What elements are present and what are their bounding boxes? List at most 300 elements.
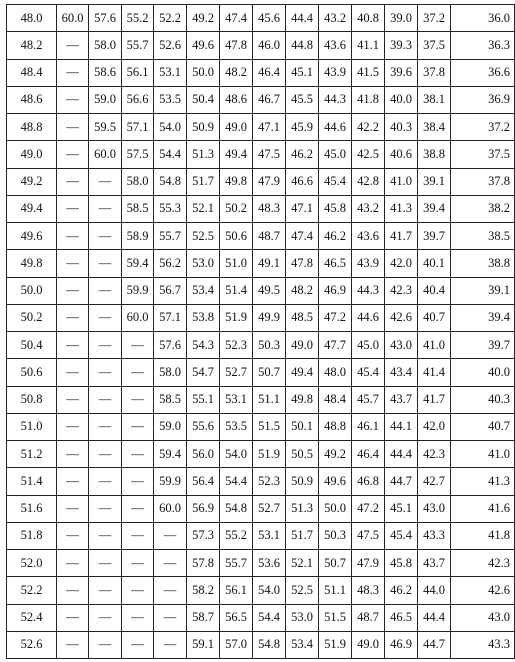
table-row: [7, 304, 515, 331]
table-cell: 51.5: [319, 604, 352, 631]
row-key-cell: 51.4: [7, 468, 57, 495]
table-row: [7, 250, 515, 277]
table-row: [7, 332, 515, 359]
table-cell: 45.7: [352, 386, 385, 413]
table-cell: —: [154, 550, 187, 577]
table-cell: 46.6: [286, 168, 319, 195]
table-cell: 53.4: [187, 277, 220, 304]
table-cell: 42.7: [418, 468, 451, 495]
table-cell: 40.8: [352, 5, 385, 32]
table-cell: —: [57, 604, 89, 631]
table-cell: 42.8: [352, 168, 385, 195]
table-cell: 56.2: [154, 250, 187, 277]
table-cell: 47.5: [352, 522, 385, 549]
table-cell: —: [122, 359, 154, 386]
table-cell: 58.0: [122, 168, 154, 195]
table-cell: 45.8: [319, 195, 352, 222]
table-cell: —: [122, 468, 154, 495]
table-cell: 51.7: [286, 522, 319, 549]
table-cell: 37.8: [418, 59, 451, 86]
table-cell: 47.7: [319, 332, 352, 359]
table-cell: 58.5: [154, 386, 187, 413]
table-cell: 40.7: [451, 413, 515, 440]
table-cell: 55.7: [220, 550, 253, 577]
table-cell: 53.1: [154, 59, 187, 86]
table-row: [7, 59, 515, 86]
table-cell: 43.4: [385, 359, 418, 386]
table-row: [7, 114, 515, 141]
table-cell: 41.7: [418, 386, 451, 413]
row-key-cell: 52.0: [7, 550, 57, 577]
table-row: [7, 359, 515, 386]
table-cell: 56.5: [220, 604, 253, 631]
table-cell: 52.7: [220, 359, 253, 386]
table-cell: 54.7: [187, 359, 220, 386]
table-cell: 46.2: [319, 223, 352, 250]
table-row: [7, 495, 515, 522]
table-cell: 49.2: [319, 441, 352, 468]
table-cell: 53.0: [286, 604, 319, 631]
table-cell: 45.1: [385, 495, 418, 522]
table-cell: 58.5: [122, 195, 154, 222]
table-cell: —: [57, 359, 89, 386]
table-cell: 50.6: [220, 223, 253, 250]
table-cell: 50.3: [319, 522, 352, 549]
table-cell: —: [89, 413, 122, 440]
table-cell: 50.9: [286, 468, 319, 495]
table-cell: 41.3: [385, 195, 418, 222]
table-cell: 46.4: [352, 441, 385, 468]
row-key-cell: 50.2: [7, 304, 57, 331]
table-cell: 58.7: [187, 604, 220, 631]
table-cell: 53.1: [220, 386, 253, 413]
table-cell: 40.6: [385, 141, 418, 168]
table-cell: 52.5: [187, 223, 220, 250]
table-cell: 52.3: [253, 468, 286, 495]
table-cell: —: [89, 441, 122, 468]
table-cell: 54.0: [220, 441, 253, 468]
table-cell: 41.1: [352, 32, 385, 59]
table-cell: 48.3: [253, 195, 286, 222]
table-cell: —: [57, 468, 89, 495]
table-cell: 47.9: [253, 168, 286, 195]
table-row: [7, 141, 515, 168]
table-cell: 36.3: [451, 32, 515, 59]
table-cell: 50.7: [319, 550, 352, 577]
table-cell: 44.4: [418, 604, 451, 631]
table-cell: 44.4: [385, 441, 418, 468]
table-cell: 50.7: [253, 359, 286, 386]
table-cell: 37.5: [451, 141, 515, 168]
table-cell: 43.2: [352, 195, 385, 222]
table-cell: 43.0: [385, 332, 418, 359]
table-cell: 41.5: [352, 59, 385, 86]
table-cell: 56.1: [122, 59, 154, 86]
table-cell: 60.0: [154, 495, 187, 522]
table-cell: 50.9: [187, 114, 220, 141]
table-cell: —: [57, 277, 89, 304]
table-cell: —: [57, 413, 89, 440]
table-cell: 43.9: [352, 250, 385, 277]
table-cell: 49.0: [352, 631, 385, 658]
table-body: [7, 5, 515, 659]
row-key-cell: 48.6: [7, 86, 57, 113]
table-cell: 58.6: [89, 59, 122, 86]
table-cell: 37.5: [418, 32, 451, 59]
table-cell: 56.4: [187, 468, 220, 495]
table-cell: 57.1: [122, 114, 154, 141]
table-cell: 40.1: [418, 250, 451, 277]
table-cell: 51.5: [253, 413, 286, 440]
table-cell: 45.4: [319, 168, 352, 195]
table-cell: 47.5: [253, 141, 286, 168]
table-cell: 48.2: [286, 277, 319, 304]
table-row: [7, 522, 515, 549]
table-cell: 44.3: [319, 86, 352, 113]
table-cell: —: [89, 522, 122, 549]
table-cell: —: [122, 495, 154, 522]
row-key-cell: 50.8: [7, 386, 57, 413]
table-cell: —: [57, 441, 89, 468]
table-cell: 53.8: [187, 304, 220, 331]
table-cell: 53.0: [187, 250, 220, 277]
table-cell: 39.7: [451, 332, 515, 359]
table-cell: 51.7: [187, 168, 220, 195]
table-cell: —: [57, 495, 89, 522]
table-cell: 36.9: [451, 86, 515, 113]
table-cell: —: [154, 604, 187, 631]
row-key-cell: 52.2: [7, 577, 57, 604]
table-cell: —: [154, 631, 187, 658]
table-cell: 43.6: [319, 32, 352, 59]
table-cell: —: [57, 386, 89, 413]
table-cell: 54.4: [154, 141, 187, 168]
table-cell: —: [154, 522, 187, 549]
table-cell: 55.2: [122, 5, 154, 32]
table-cell: 38.1: [418, 86, 451, 113]
table-cell: 41.3: [451, 468, 515, 495]
table-cell: —: [57, 631, 89, 658]
table-cell: —: [89, 631, 122, 658]
table-cell: 46.2: [286, 141, 319, 168]
table-cell: 60.0: [89, 141, 122, 168]
table-cell: 49.9: [253, 304, 286, 331]
table-cell: 41.0: [451, 441, 515, 468]
table-cell: 42.0: [418, 413, 451, 440]
table-cell: 47.2: [319, 304, 352, 331]
table-row: [7, 631, 515, 658]
table-cell: 44.3: [352, 277, 385, 304]
table-cell: 51.0: [220, 250, 253, 277]
row-key-cell: 51.8: [7, 522, 57, 549]
table-cell: 47.8: [286, 250, 319, 277]
table-cell: 38.2: [451, 195, 515, 222]
table-cell: 48.4: [319, 386, 352, 413]
table-cell: 51.4: [220, 277, 253, 304]
table-cell: 42.3: [451, 550, 515, 577]
table-cell: 50.0: [187, 59, 220, 86]
table-cell: 51.9: [220, 304, 253, 331]
table-cell: 50.1: [286, 413, 319, 440]
table-cell: 50.0: [319, 495, 352, 522]
table-cell: 42.5: [352, 141, 385, 168]
table-cell: 46.5: [385, 604, 418, 631]
table-cell: —: [57, 250, 89, 277]
table-cell: 52.7: [253, 495, 286, 522]
table-cell: 54.8: [220, 495, 253, 522]
table-cell: 54.0: [154, 114, 187, 141]
table-cell: 37.8: [451, 168, 515, 195]
table-cell: 55.2: [220, 522, 253, 549]
table-cell: 56.9: [187, 495, 220, 522]
table-cell: 53.6: [253, 550, 286, 577]
row-key-cell: 51.6: [7, 495, 57, 522]
table-cell: 57.5: [122, 141, 154, 168]
table-cell: 52.2: [154, 5, 187, 32]
table-cell: 43.9: [319, 59, 352, 86]
table-cell: 45.4: [352, 359, 385, 386]
table-row: [7, 195, 515, 222]
table-cell: —: [57, 522, 89, 549]
row-key-cell: 48.4: [7, 59, 57, 86]
table-cell: 57.1: [154, 304, 187, 331]
table-cell: 46.4: [253, 59, 286, 86]
table-cell: —: [89, 359, 122, 386]
table-cell: 45.6: [253, 5, 286, 32]
table-cell: —: [89, 304, 122, 331]
table-cell: 47.8: [220, 32, 253, 59]
table-cell: 46.7: [253, 86, 286, 113]
table-cell: —: [57, 168, 89, 195]
table-cell: —: [89, 250, 122, 277]
table-cell: 51.1: [253, 386, 286, 413]
table-cell: —: [122, 386, 154, 413]
row-key-cell: 49.6: [7, 223, 57, 250]
row-key-cell: 49.0: [7, 141, 57, 168]
table-cell: 36.0: [451, 5, 515, 32]
table-cell: 55.1: [187, 386, 220, 413]
table-row: [7, 168, 515, 195]
table-cell: 38.8: [418, 141, 451, 168]
table-cell: —: [57, 114, 89, 141]
table-cell: —: [57, 59, 89, 86]
table-cell: —: [57, 332, 89, 359]
table-cell: 52.5: [286, 577, 319, 604]
table-cell: 45.0: [352, 332, 385, 359]
table-cell: 55.7: [154, 223, 187, 250]
table-cell: 45.5: [286, 86, 319, 113]
table-cell: 48.0: [319, 359, 352, 386]
table-cell: 40.4: [418, 277, 451, 304]
table-cell: 46.9: [385, 631, 418, 658]
table-cell: 57.0: [220, 631, 253, 658]
table-cell: —: [89, 332, 122, 359]
table-row: [7, 32, 515, 59]
table-cell: 42.2: [352, 114, 385, 141]
table-cell: 49.8: [220, 168, 253, 195]
table-cell: —: [89, 495, 122, 522]
table-cell: 59.4: [154, 441, 187, 468]
table-cell: 40.3: [385, 114, 418, 141]
table-cell: 47.4: [286, 223, 319, 250]
table-cell: 49.6: [187, 32, 220, 59]
table-cell: 41.8: [451, 522, 515, 549]
table-row: [7, 223, 515, 250]
table-cell: 53.4: [286, 631, 319, 658]
table-cell: 53.5: [220, 413, 253, 440]
table-cell: —: [57, 550, 89, 577]
table-cell: —: [89, 550, 122, 577]
table-cell: —: [154, 577, 187, 604]
table-cell: 43.0: [451, 604, 515, 631]
table-cell: 50.4: [187, 86, 220, 113]
table-cell: 44.8: [286, 32, 319, 59]
table-cell: 41.7: [385, 223, 418, 250]
table-cell: 60.0: [57, 5, 89, 32]
table-cell: 42.3: [385, 277, 418, 304]
table-cell: 39.4: [451, 304, 515, 331]
table-cell: 49.0: [286, 332, 319, 359]
table-cell: 37.2: [418, 5, 451, 32]
table-cell: 45.1: [286, 59, 319, 86]
table-cell: 47.2: [352, 495, 385, 522]
table-cell: —: [122, 413, 154, 440]
table-cell: —: [89, 468, 122, 495]
table-cell: 44.0: [418, 577, 451, 604]
table-cell: 43.7: [418, 550, 451, 577]
row-key-cell: 49.2: [7, 168, 57, 195]
table-cell: 57.6: [89, 5, 122, 32]
table-cell: —: [57, 141, 89, 168]
table-cell: 39.0: [385, 5, 418, 32]
table-cell: 56.7: [154, 277, 187, 304]
table-cell: 55.6: [187, 413, 220, 440]
table-cell: —: [89, 577, 122, 604]
table-cell: 53.1: [253, 522, 286, 549]
table-cell: 45.4: [385, 522, 418, 549]
table-cell: 44.7: [418, 631, 451, 658]
table-cell: 59.1: [187, 631, 220, 658]
table-cell: 58.2: [187, 577, 220, 604]
table-cell: 51.1: [319, 577, 352, 604]
table-cell: 55.3: [154, 195, 187, 222]
table-cell: 48.7: [352, 604, 385, 631]
row-key-cell: 51.0: [7, 413, 57, 440]
table-cell: 41.0: [418, 332, 451, 359]
table-cell: 47.1: [253, 114, 286, 141]
table-cell: 52.3: [220, 332, 253, 359]
table-cell: 49.4: [286, 359, 319, 386]
table-cell: —: [89, 277, 122, 304]
table-row: [7, 441, 515, 468]
table-cell: 51.9: [253, 441, 286, 468]
table-cell: —: [122, 631, 154, 658]
table-cell: —: [122, 604, 154, 631]
table-cell: 52.1: [286, 550, 319, 577]
table-cell: 49.1: [253, 250, 286, 277]
table-cell: 41.0: [385, 168, 418, 195]
table-cell: 46.5: [319, 250, 352, 277]
table-cell: —: [89, 386, 122, 413]
table-cell: —: [57, 86, 89, 113]
table-cell: 59.0: [154, 413, 187, 440]
table-cell: 43.0: [418, 495, 451, 522]
row-key-cell: 48.0: [7, 5, 57, 32]
table-cell: 56.6: [122, 86, 154, 113]
table-cell: 55.7: [122, 32, 154, 59]
table-cell: 44.1: [385, 413, 418, 440]
table-row: [7, 604, 515, 631]
table-cell: —: [89, 168, 122, 195]
table-cell: 40.0: [385, 86, 418, 113]
table-cell: 57.3: [187, 522, 220, 549]
table-cell: 39.4: [418, 195, 451, 222]
table-cell: 42.6: [451, 577, 515, 604]
row-key-cell: 50.6: [7, 359, 57, 386]
table-cell: 44.6: [319, 114, 352, 141]
table-cell: 43.3: [451, 631, 515, 658]
table-cell: 51.3: [187, 141, 220, 168]
table-cell: 41.6: [451, 495, 515, 522]
table-cell: 44.6: [352, 304, 385, 331]
table-cell: 46.0: [253, 32, 286, 59]
table-cell: 38.8: [451, 250, 515, 277]
table-cell: 42.6: [385, 304, 418, 331]
table-cell: 51.3: [286, 495, 319, 522]
table-cell: 54.0: [253, 577, 286, 604]
table-row: [7, 550, 515, 577]
row-key-cell: 49.4: [7, 195, 57, 222]
table-cell: 41.4: [418, 359, 451, 386]
table-cell: 43.3: [418, 522, 451, 549]
table-cell: 56.0: [187, 441, 220, 468]
table-cell: —: [57, 32, 89, 59]
table-cell: 49.0: [220, 114, 253, 141]
table-cell: 47.1: [286, 195, 319, 222]
table-cell: 43.7: [385, 386, 418, 413]
table-cell: 51.9: [319, 631, 352, 658]
table-cell: 46.8: [352, 468, 385, 495]
table-cell: 39.1: [451, 277, 515, 304]
table-row: [7, 86, 515, 113]
table-cell: —: [89, 223, 122, 250]
table-cell: 48.2: [220, 59, 253, 86]
table-cell: 39.7: [418, 223, 451, 250]
table-cell: 57.6: [154, 332, 187, 359]
row-key-cell: 52.6: [7, 631, 57, 658]
table-cell: 40.7: [418, 304, 451, 331]
table-cell: 48.7: [253, 223, 286, 250]
table-cell: 54.3: [187, 332, 220, 359]
table-cell: 59.0: [89, 86, 122, 113]
table-cell: 54.8: [253, 631, 286, 658]
row-key-cell: 48.2: [7, 32, 57, 59]
table-cell: 48.6: [220, 86, 253, 113]
table-cell: 45.8: [385, 550, 418, 577]
table-cell: —: [57, 577, 89, 604]
table-cell: —: [122, 522, 154, 549]
table-cell: 48.8: [319, 413, 352, 440]
table-row: [7, 277, 515, 304]
table-cell: —: [122, 441, 154, 468]
table-cell: 44.4: [286, 5, 319, 32]
table-cell: —: [57, 223, 89, 250]
table-cell: 42.3: [418, 441, 451, 468]
table-cell: 43.6: [352, 223, 385, 250]
table-cell: 38.5: [451, 223, 515, 250]
table-cell: 39.3: [385, 32, 418, 59]
table-cell: 54.4: [253, 604, 286, 631]
